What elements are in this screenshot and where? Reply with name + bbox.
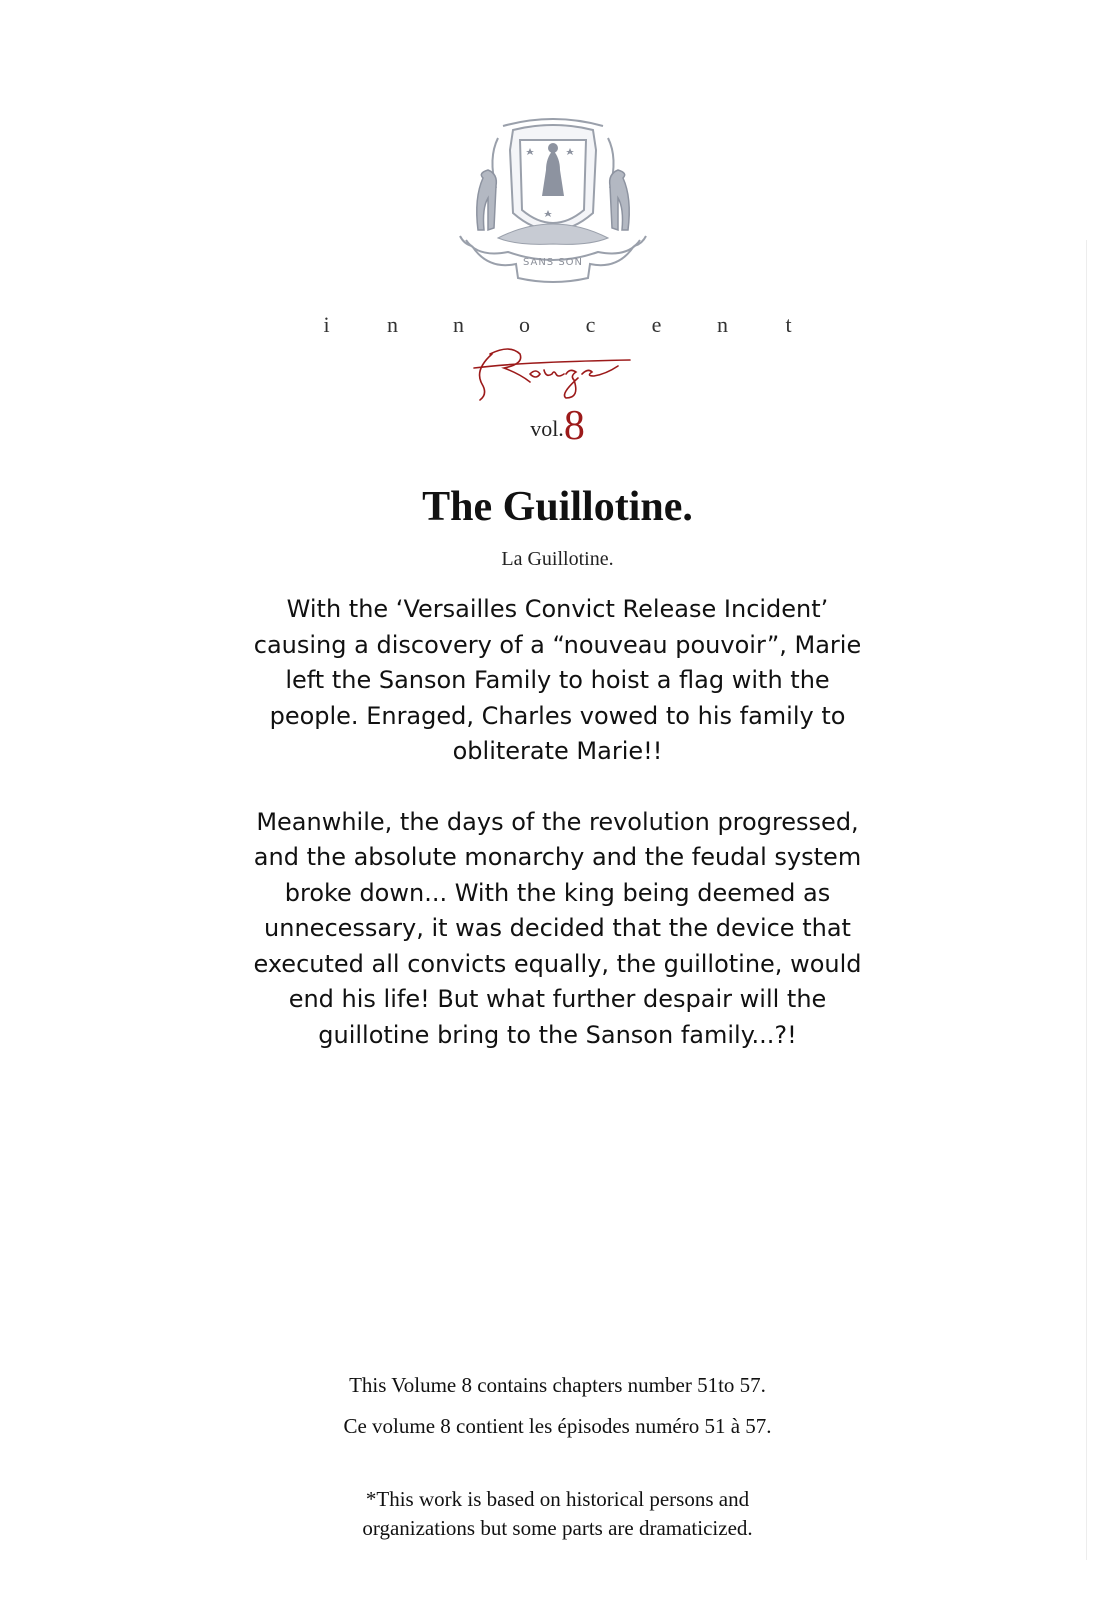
crest-motto: SANS SON (522, 257, 584, 268)
chapter-title: The Guillotine. (422, 484, 693, 530)
series-title (0, 312, 1115, 338)
coat-of-arms-icon (458, 118, 648, 293)
series-letter: o (519, 312, 530, 337)
chapters-note-english: This Volume 8 contains chapters number 51to 57. (349, 1373, 766, 1397)
volume-prefix: vol. (530, 416, 564, 441)
page-edge-divider (1086, 240, 1087, 1560)
chapter-subtitle: La Guillotine. (501, 548, 614, 570)
synopsis-paragraph: With the ‘Versailles Convict Release Incident’ causing a discovery of a “nouveau pouvoir”, Marie left the Sanson Family to hoist a flag with the people. Enraged, Charles vowed to his family to obliterate Marie!! (253, 595, 862, 765)
disclaimer-line: *This work is based on historical persons and (365, 1487, 750, 1511)
disclaimer (0, 1485, 1115, 1543)
series-letter: n (717, 312, 728, 337)
chapters-note-french: Ce volume 8 contient les épisodes numéro 51 à 57. (343, 1414, 772, 1438)
series-letter: t (785, 312, 792, 337)
series-letter: n (387, 312, 398, 337)
rouge-script-logo (470, 340, 640, 410)
synopsis-paragraph: Meanwhile, the days of the revolution progressed, and the absolute monarchy and the feudal system broke down... With the king being deemed as unnecessary, it was decided that the device that executed all convicts equally, the guillotine, would end his life! But what further despair will the guillotine bring to the Sanson family...?! (253, 807, 862, 1049)
series-letter: n (453, 312, 464, 337)
series-letter: c (585, 312, 596, 337)
synopsis (240, 592, 875, 1053)
disclaimer-line: organizations but some parts are dramaticized. (362, 1516, 753, 1540)
series-letter: e (651, 312, 662, 337)
series-letter: i (323, 312, 330, 337)
volume-label (0, 402, 1115, 450)
volume-number: 8 (563, 403, 585, 449)
